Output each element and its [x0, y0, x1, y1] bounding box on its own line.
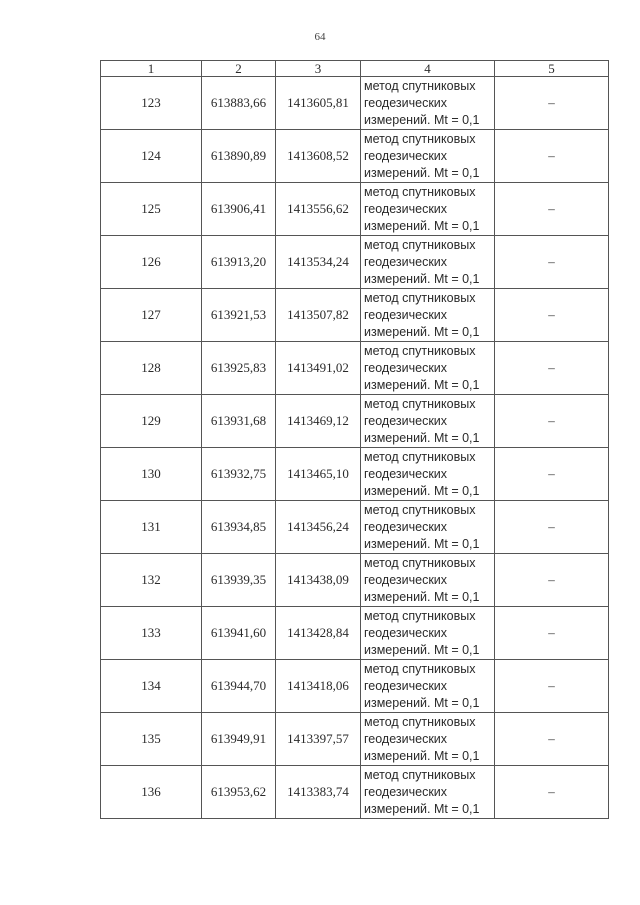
method-description — [361, 395, 495, 448]
method-description — [361, 236, 495, 289]
column-header: 5 — [495, 61, 609, 77]
table-row — [101, 713, 609, 766]
coordinate-y: 1413507,82 — [276, 289, 361, 342]
method-line: измерений. Mt = 0,1 — [364, 430, 480, 445]
method-line: измерений. Mt = 0,1 — [364, 218, 480, 233]
method-description — [361, 448, 495, 501]
table-row — [101, 289, 609, 342]
coordinate-y: 1413469,12 — [276, 395, 361, 448]
method-line: метод спутниковых — [364, 502, 476, 517]
coordinate-y: 1413418,06 — [276, 660, 361, 713]
point-number: 133 — [101, 607, 202, 660]
method-line: геодезических — [364, 413, 448, 428]
coordinate-x: 613931,68 — [202, 395, 276, 448]
method-line: метод спутниковых — [364, 131, 476, 146]
method-line: метод спутниковых — [364, 184, 476, 199]
note-dash: – — [495, 501, 609, 554]
coordinate-y: 1413383,74 — [276, 766, 361, 819]
method-line: геодезических — [364, 307, 448, 322]
note-dash: – — [495, 183, 609, 236]
method-line: измерений. Mt = 0,1 — [364, 748, 480, 763]
note-dash: – — [495, 713, 609, 766]
point-number: 128 — [101, 342, 202, 395]
method-line: геодезических — [364, 519, 448, 534]
point-number: 132 — [101, 554, 202, 607]
coordinate-y: 1413556,62 — [276, 183, 361, 236]
table-row — [101, 342, 609, 395]
note-dash: – — [495, 554, 609, 607]
method-line: геодезических — [364, 201, 448, 216]
method-line: измерений. Mt = 0,1 — [364, 695, 480, 710]
method-line: геодезических — [364, 148, 448, 163]
point-number: 136 — [101, 766, 202, 819]
note-dash: – — [495, 766, 609, 819]
table-row — [101, 554, 609, 607]
table-row — [101, 395, 609, 448]
method-line: метод спутниковых — [364, 343, 476, 358]
method-line: метод спутниковых — [364, 237, 476, 252]
coordinate-y: 1413456,24 — [276, 501, 361, 554]
method-description — [361, 289, 495, 342]
coordinate-x: 613913,20 — [202, 236, 276, 289]
method-line: метод спутниковых — [364, 78, 476, 93]
method-line: геодезических — [364, 625, 448, 640]
method-line: геодезических — [364, 572, 448, 587]
note-dash: – — [495, 342, 609, 395]
page-number: 64 — [314, 31, 326, 43]
header-row — [101, 61, 609, 77]
coordinate-y: 1413491,02 — [276, 342, 361, 395]
method-line: измерений. Mt = 0,1 — [364, 483, 480, 498]
note-dash: – — [495, 395, 609, 448]
table-row — [101, 660, 609, 713]
coordinate-x: 613944,70 — [202, 660, 276, 713]
method-line: геодезических — [364, 678, 448, 693]
coordinate-x: 613883,66 — [202, 77, 276, 130]
point-number: 130 — [101, 448, 202, 501]
coordinate-y: 1413605,81 — [276, 77, 361, 130]
coordinate-y: 1413608,52 — [276, 130, 361, 183]
table-row — [101, 236, 609, 289]
table-row — [101, 766, 609, 819]
note-dash: – — [495, 607, 609, 660]
column-header: 3 — [276, 61, 361, 77]
table-row — [101, 448, 609, 501]
coordinate-x: 613934,85 — [202, 501, 276, 554]
method-description — [361, 713, 495, 766]
method-line: метод спутниковых — [364, 714, 476, 729]
coordinate-x: 613906,41 — [202, 183, 276, 236]
method-line: измерений. Mt = 0,1 — [364, 589, 480, 604]
table-body — [101, 77, 609, 819]
method-line: метод спутниковых — [364, 555, 476, 570]
point-number: 129 — [101, 395, 202, 448]
method-description — [361, 501, 495, 554]
method-line: геодезических — [364, 466, 448, 481]
coordinate-x: 613949,91 — [202, 713, 276, 766]
method-line: метод спутниковых — [364, 290, 476, 305]
coordinate-x: 613953,62 — [202, 766, 276, 819]
column-header: 1 — [101, 61, 202, 77]
method-line: геодезических — [364, 731, 448, 746]
method-line: измерений. Mt = 0,1 — [364, 801, 480, 816]
method-line: измерений. Mt = 0,1 — [364, 165, 480, 180]
method-line: измерений. Mt = 0,1 — [364, 112, 480, 127]
coordinate-y: 1413465,10 — [276, 448, 361, 501]
method-description — [361, 607, 495, 660]
method-description — [361, 660, 495, 713]
coordinate-y: 1413428,84 — [276, 607, 361, 660]
method-line: метод спутниковых — [364, 449, 476, 464]
method-line: метод спутниковых — [364, 608, 476, 623]
point-number: 125 — [101, 183, 202, 236]
point-number: 135 — [101, 713, 202, 766]
method-line: измерений. Mt = 0,1 — [364, 642, 480, 657]
method-line: метод спутниковых — [364, 661, 476, 676]
note-dash: – — [495, 289, 609, 342]
method-description — [361, 77, 495, 130]
coordinate-x: 613932,75 — [202, 448, 276, 501]
method-line: метод спутниковых — [364, 396, 476, 411]
table-row — [101, 607, 609, 660]
method-description — [361, 342, 495, 395]
method-line: геодезических — [364, 360, 448, 375]
coordinate-y: 1413438,09 — [276, 554, 361, 607]
method-line: геодезических — [364, 784, 448, 799]
method-line: геодезических — [364, 254, 448, 269]
coordinate-x: 613921,53 — [202, 289, 276, 342]
method-description — [361, 130, 495, 183]
method-line: измерений. Mt = 0,1 — [364, 271, 480, 286]
column-header: 4 — [361, 61, 495, 77]
method-line: измерений. Mt = 0,1 — [364, 536, 480, 551]
note-dash: – — [495, 236, 609, 289]
table-row — [101, 130, 609, 183]
note-dash: – — [495, 130, 609, 183]
point-number: 124 — [101, 130, 202, 183]
point-number: 131 — [101, 501, 202, 554]
method-description — [361, 183, 495, 236]
note-dash: – — [495, 448, 609, 501]
coordinate-x: 613939,35 — [202, 554, 276, 607]
table-row — [101, 501, 609, 554]
note-dash: – — [495, 77, 609, 130]
point-number: 127 — [101, 289, 202, 342]
point-number: 123 — [101, 77, 202, 130]
column-header: 2 — [202, 61, 276, 77]
point-number: 126 — [101, 236, 202, 289]
table-row — [101, 77, 609, 130]
coordinate-y: 1413397,57 — [276, 713, 361, 766]
method-line: измерений. Mt = 0,1 — [364, 324, 480, 339]
method-description — [361, 766, 495, 819]
table-row — [101, 183, 609, 236]
method-description — [361, 554, 495, 607]
method-line: измерений. Mt = 0,1 — [364, 377, 480, 392]
coordinate-x: 613941,60 — [202, 607, 276, 660]
method-line: геодезических — [364, 95, 448, 110]
method-line: метод спутниковых — [364, 767, 476, 782]
point-number: 134 — [101, 660, 202, 713]
coordinates-table — [100, 60, 609, 819]
coordinate-x: 613925,83 — [202, 342, 276, 395]
coordinate-y: 1413534,24 — [276, 236, 361, 289]
note-dash: – — [495, 660, 609, 713]
coordinate-x: 613890,89 — [202, 130, 276, 183]
